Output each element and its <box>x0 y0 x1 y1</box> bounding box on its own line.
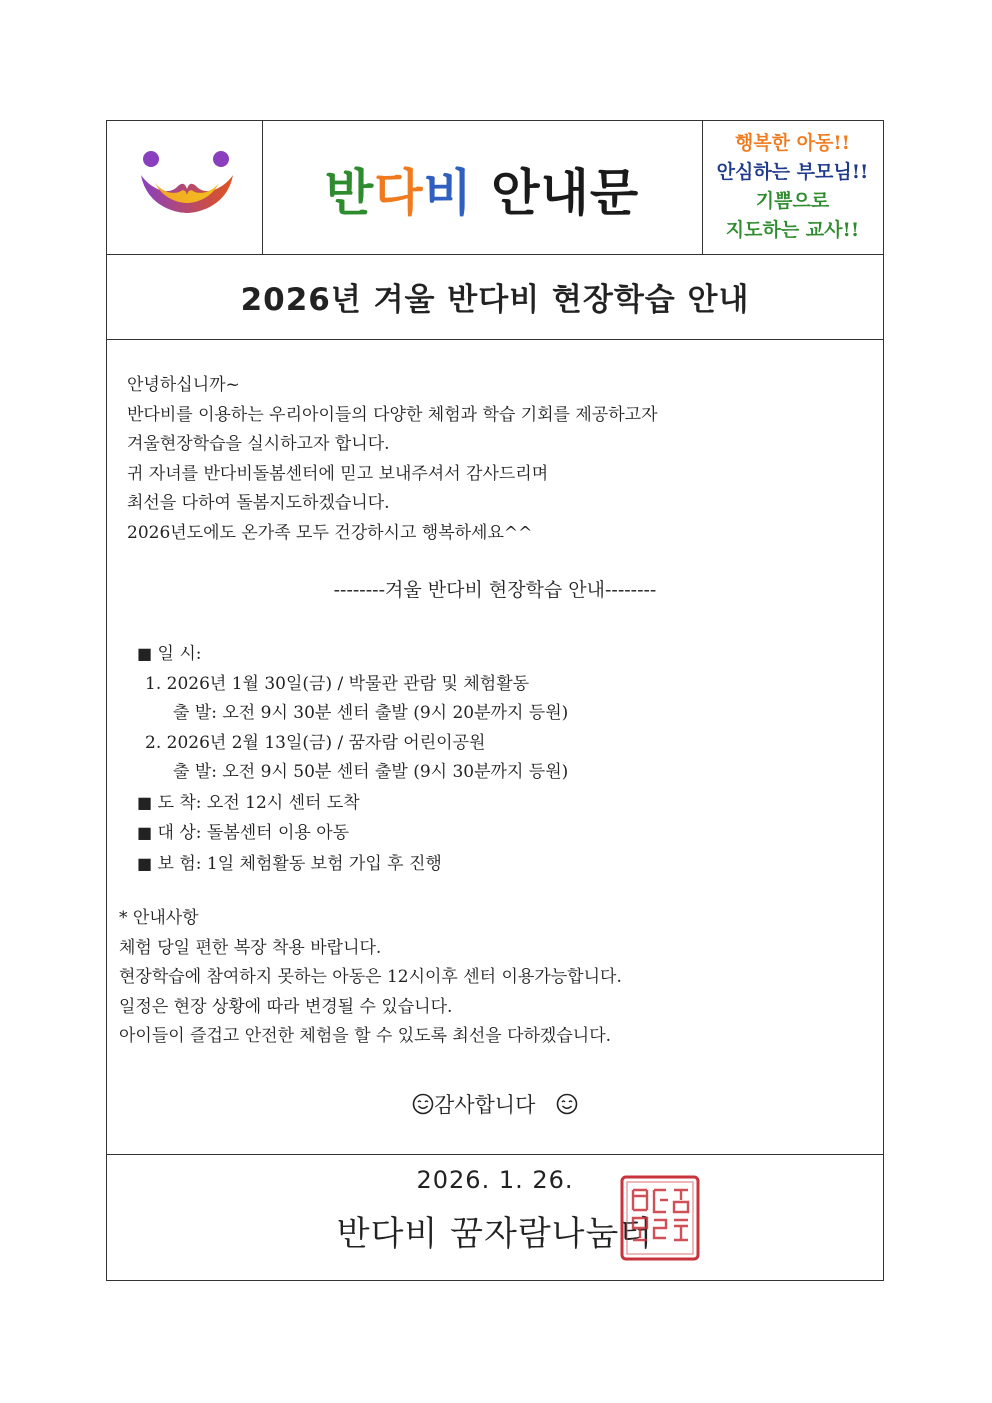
title-part-da: 다 <box>374 164 424 222</box>
thanks-text: 감사합니다 <box>433 1093 536 1117</box>
bullet-square: ■ <box>137 644 153 663</box>
logo-cell <box>107 121 263 254</box>
greeting-line: 안녕하십니까~ <box>127 375 240 395</box>
heart-figures-logo-icon <box>137 147 237 219</box>
header-row <box>107 121 883 255</box>
trip-info-list <box>137 639 568 879</box>
notice-line: 체험 당일 편한 복장 착용 바랍니다. <box>119 937 382 958</box>
arrival-text: 도 착: 오전 12시 센터 도착 <box>157 792 360 813</box>
smiley-face-icon <box>556 1093 578 1115</box>
slogan-line-parents: 안심하는 부모님!! <box>716 161 869 183</box>
footer-section <box>107 1154 883 1280</box>
greeting-line: 겨울현장학습을 실시하고자 합니다. <box>127 434 390 454</box>
slogan-cell <box>702 121 883 254</box>
greeting-line: 반다비를 이용하는 우리아이들의 다양한 체험과 학습 기회를 제공하고자 <box>127 404 658 425</box>
greeting-line: 2026년도에도 온가족 모두 건강하시고 행복하세요^^ <box>127 522 533 543</box>
title-part-ban: 반 <box>324 164 375 222</box>
bullet-square: ■ <box>137 823 153 842</box>
trip2-row: 2. 2026년 2월 13일(금) / 꿈자람 어린이공원 <box>145 732 486 753</box>
schedule-label: 일 시: <box>157 644 202 664</box>
title-part-notice: 안내문 <box>472 164 640 222</box>
notice-line: 현장학습에 참여하지 못하는 아동은 12시이후 센터 이용가능합니다. <box>119 967 622 987</box>
bullet-square: ■ <box>137 853 153 873</box>
trip1-departure-row: 출 발: 오전 9시 30분 센터 출발 (9시 20분까지 등원) <box>173 703 569 723</box>
smiley-face-icon <box>412 1093 434 1115</box>
section-heading: --------겨울 반다비 현장학습 안내-------- <box>333 579 657 601</box>
slogan-line-teachers: 지도하는 교사!! <box>725 219 860 241</box>
bullet-square: ■ <box>137 792 153 812</box>
insurance-row <box>137 849 568 880</box>
greeting-paragraph <box>127 371 658 548</box>
notice-line: 아이들이 즐겁고 안전한 체험을 할 수 있도록 최선을 다하겠습니다. <box>119 1026 612 1046</box>
slogan-line-children: 행복한 아동!! <box>734 132 851 154</box>
notice-document <box>106 120 884 1281</box>
trip1-row: 1. 2026년 1월 30일(금) / 박물관 관람 및 체험활동 <box>145 673 530 694</box>
notice-line: 일정은 현장 상황에 따라 변경될 수 있습니다. <box>119 996 453 1017</box>
notice-section <box>119 904 622 1052</box>
greeting-line: 귀 자녀를 반다비돌봄센터에 믿고 보내주셔서 감사드리며 <box>127 463 549 484</box>
thanks-line <box>107 1089 883 1119</box>
target-row <box>137 818 568 849</box>
document-date: 2026. 1. 26. <box>416 1166 574 1194</box>
notice-heading: * 안내사항 <box>119 908 199 928</box>
title-cell <box>262 121 703 254</box>
insurance-text: 보 험: 1일 체험활동 보험 가입 후 진행 <box>157 853 442 874</box>
title-part-bi: 비 <box>423 164 473 222</box>
document-subtitle: 2026년 겨울 반다비 현장학습 안내 <box>107 254 883 340</box>
greeting-line: 최선을 다하여 돌봄지도하겠습니다. <box>127 493 390 513</box>
schedule-row <box>137 639 568 670</box>
document-title <box>262 153 702 225</box>
organization-name: 반다비 꿈자람나눔터 <box>336 1214 654 1254</box>
target-text: 대 상: 돌봄센터 이용 아동 <box>157 823 350 843</box>
content-section <box>107 339 883 1155</box>
arrival-row <box>137 788 568 819</box>
slogan-line-joy: 기쁨으로 <box>755 190 830 212</box>
trip2-departure-row: 출 발: 오전 9시 50분 센터 출발 (9시 30분까지 등원) <box>173 762 569 782</box>
red-seal-stamp-icon <box>619 1174 701 1262</box>
